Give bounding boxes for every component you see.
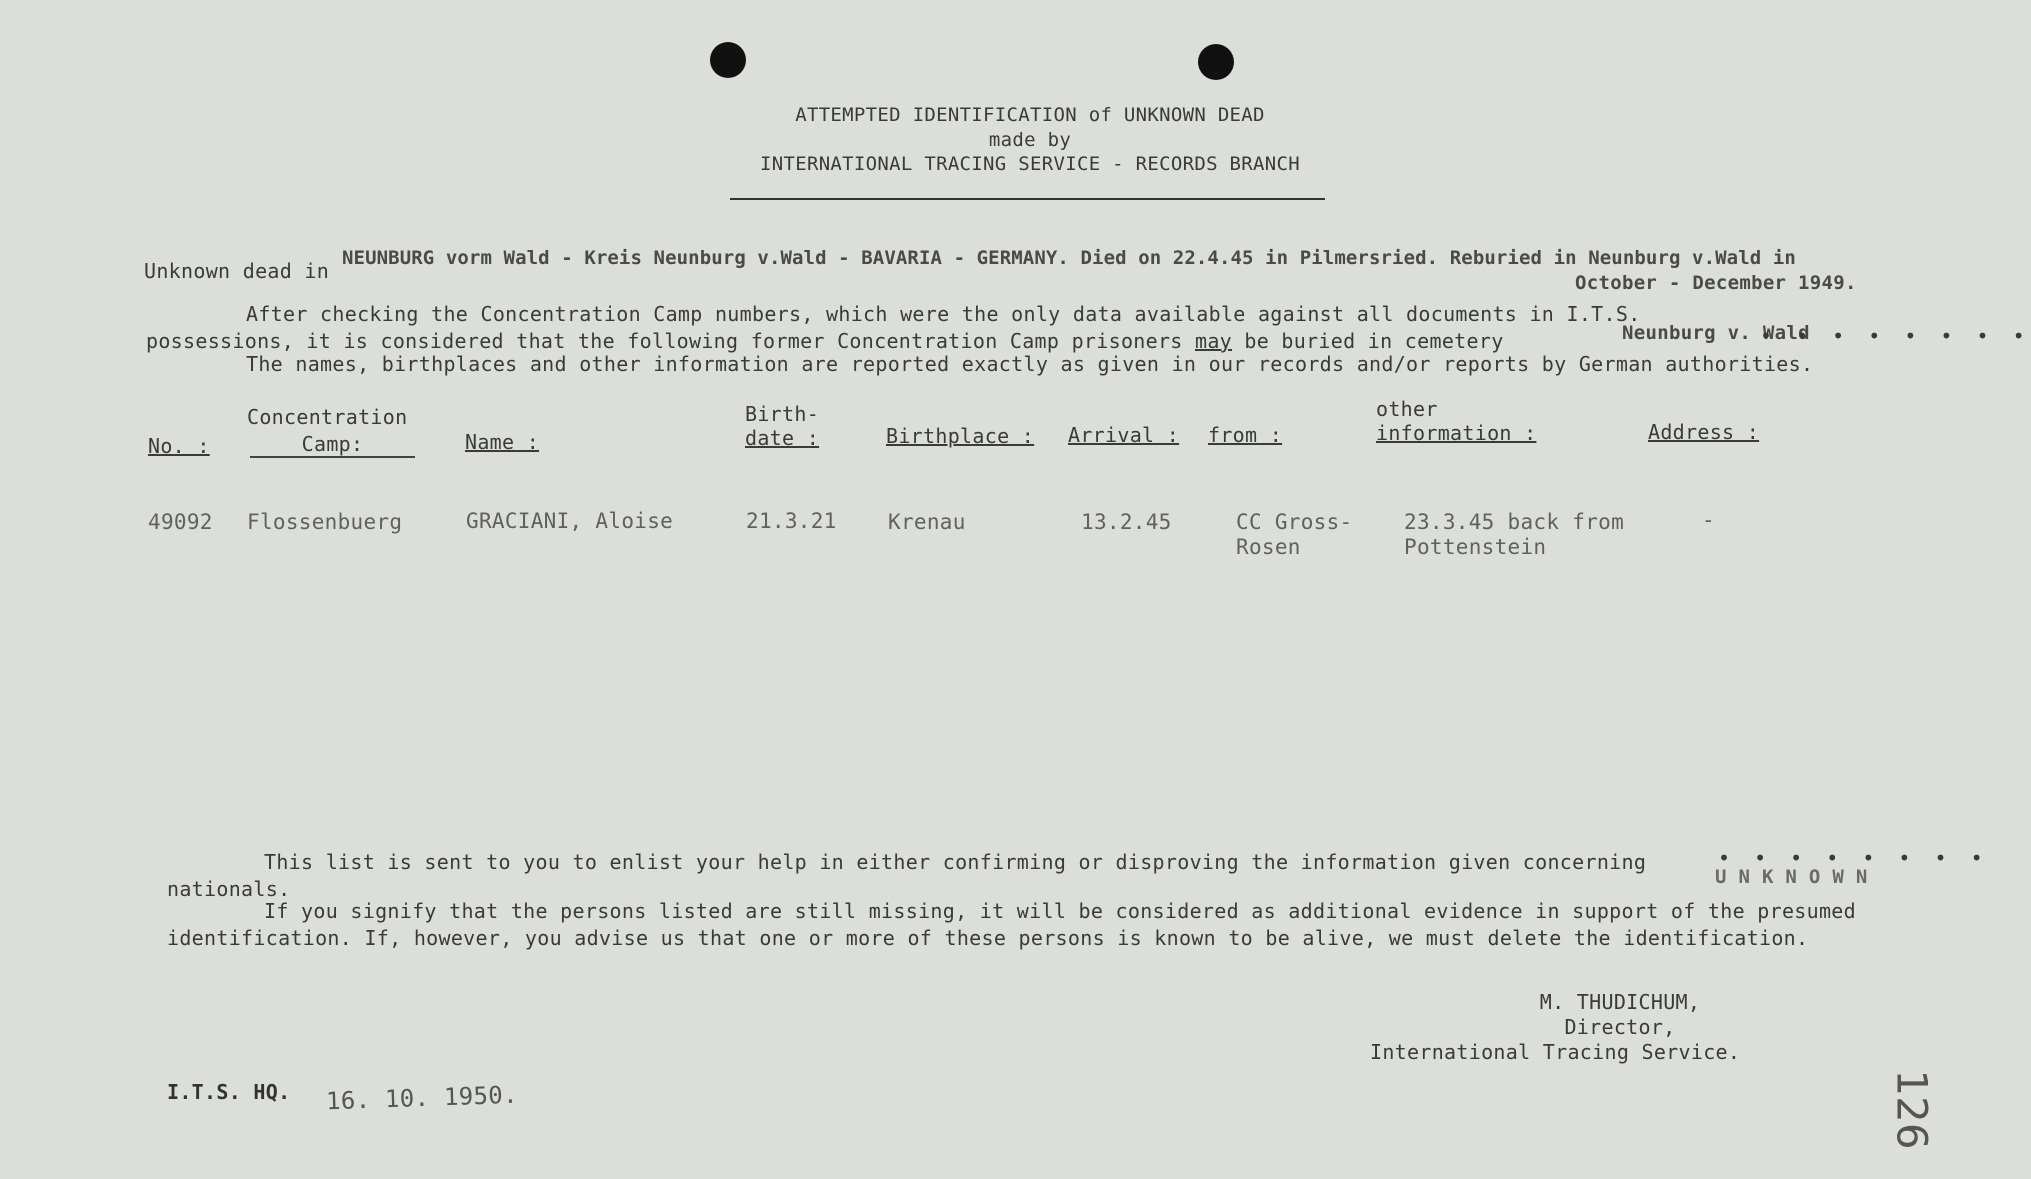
header-rule bbox=[730, 198, 1325, 200]
col-address-label: Address : bbox=[1648, 420, 1760, 444]
col-no-label: No. : bbox=[148, 434, 210, 458]
closing-line-1: This list is sent to you to enlist your help in either confirming or disproving the information given concerning bbox=[264, 850, 1647, 874]
col-header-other-top: other bbox=[1376, 397, 1438, 421]
unknown-dead-label: Unknown dead in bbox=[144, 259, 330, 283]
col-birthdate-label: date : bbox=[745, 426, 820, 450]
nationality-value: U N K N O W N bbox=[1715, 866, 1868, 888]
row-no: 49092 bbox=[148, 510, 213, 534]
unknown-dead-location-cont: October - December 1949. bbox=[1575, 272, 1857, 294]
row-arrival: 13.2.45 bbox=[1081, 510, 1172, 534]
col-header-other-bottom bbox=[1376, 421, 1536, 445]
signature-name: M. THUDICHUM, bbox=[1539, 990, 1701, 1014]
intro-line-2 bbox=[146, 329, 1504, 353]
page-number-stamp: 126 bbox=[1887, 1069, 1937, 1150]
closing-dots: • • • • • • • • bbox=[1718, 846, 1989, 870]
row-birthdate: 21.3.21 bbox=[746, 509, 837, 533]
signature-org: International Tracing Service. bbox=[1370, 1040, 1741, 1064]
col-header-camp-bottom: Camp: bbox=[250, 432, 415, 458]
document-subtitle: made by bbox=[988, 129, 1072, 151]
col-header-birthplace bbox=[886, 424, 1034, 448]
footer-date: 16. 10. 1950. bbox=[325, 1080, 519, 1116]
row-birthplace: Krenau bbox=[888, 510, 966, 534]
col-header-birthdate-top: Birth- bbox=[745, 402, 820, 426]
signature-title: Director, bbox=[1564, 1015, 1676, 1039]
footer-hq: I.T.S. HQ. bbox=[167, 1080, 291, 1104]
intro-line-2-mid: be buried in cemetery bbox=[1244, 329, 1504, 353]
row-other-line-1: 23.3.45 back from bbox=[1404, 510, 1625, 534]
col-header-no bbox=[148, 434, 210, 458]
row-camp: Flossenbuerg bbox=[247, 510, 403, 534]
intro-line-2-prefix: possessions, it is considered that the following former Concentration Camp prisoners bbox=[146, 329, 1183, 353]
cemetery-dots: • • • • • • • • bbox=[1760, 324, 2031, 348]
row-other-line-2: Pottenstein bbox=[1404, 535, 1547, 559]
closing-line-2: nationals. bbox=[167, 877, 291, 901]
closing-line-4: identification. If, however, you advise us that one or more of these persons is known to be alive, we must delete the identification. bbox=[167, 926, 1809, 950]
row-from-line-1: CC Gross- bbox=[1236, 510, 1353, 534]
col-header-arrival bbox=[1068, 423, 1179, 447]
col-header-birthdate-bottom bbox=[745, 426, 819, 450]
col-birthplace-label: Birthplace : bbox=[886, 424, 1035, 448]
col-header-camp-top: Concentration bbox=[247, 405, 408, 429]
cemetery-value: Neunburg v. Wald bbox=[1622, 322, 1810, 344]
row-name: GRACIANI, Aloise bbox=[466, 509, 674, 533]
col-from-label: from : bbox=[1208, 423, 1283, 447]
document-title: ATTEMPTED IDENTIFICATION of UNKNOWN DEAD bbox=[795, 104, 1265, 126]
row-address: - bbox=[1702, 508, 1715, 532]
row-from-line-2: Rosen bbox=[1236, 535, 1301, 559]
col-other-label: information : bbox=[1376, 421, 1537, 445]
col-header-from bbox=[1208, 423, 1282, 447]
closing-line-3: If you signify that the persons listed are still missing, it will be considered as additional evidence in support of the presumed bbox=[264, 899, 1856, 923]
col-name-label: Name : bbox=[465, 430, 540, 454]
intro-line-1: After checking the Concentration Camp numbers, which were the only data available against all documents in I.T.S. bbox=[246, 302, 1641, 326]
intro-line-3: The names, birthplaces and other information are reported exactly as given in our records and/or reports by German authorities. bbox=[246, 352, 1814, 376]
col-arrival-label: Arrival : bbox=[1068, 423, 1180, 447]
document-org: INTERNATIONAL TRACING SERVICE - RECORDS BRANCH bbox=[760, 153, 1300, 175]
punch-hole-left bbox=[710, 42, 746, 78]
unknown-dead-location: NEUNBURG vorm Wald - Kreis Neunburg v.Wald - BAVARIA - GERMANY. Died on 22.4.45 in Pilmersried. Reburied in Neunburg v.Wald in bbox=[342, 247, 1796, 269]
punch-hole-right bbox=[1198, 44, 1234, 80]
col-header-address bbox=[1648, 420, 1759, 444]
col-header-name bbox=[465, 430, 539, 454]
intro-may-emphasis: may bbox=[1195, 329, 1233, 353]
